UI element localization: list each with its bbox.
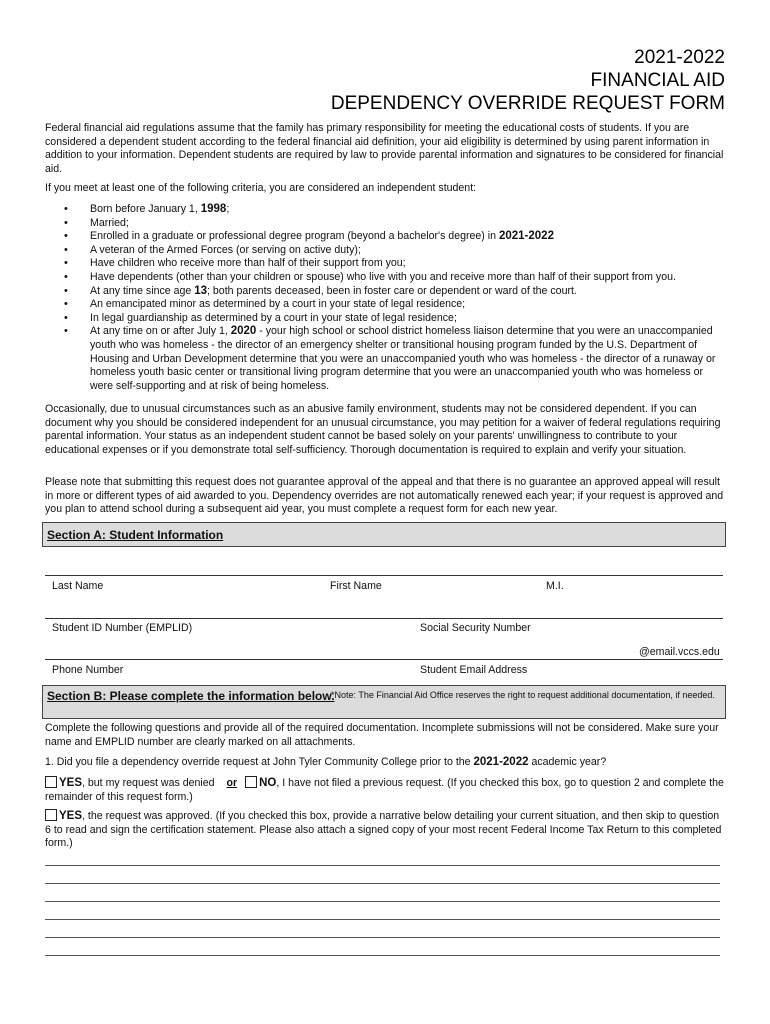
narrative-line[interactable] bbox=[45, 937, 720, 938]
criteria-item: • Have dependents (other than your children or spouse) who live with you and receive more than half of their support from you. bbox=[62, 271, 724, 285]
section-a-header bbox=[42, 522, 726, 547]
question-1-text: academic year? bbox=[528, 756, 607, 768]
narrative-line[interactable] bbox=[45, 919, 720, 920]
question-1-text: 1. Did you file a dependency override request at John Tyler Community College prior to the bbox=[45, 756, 474, 768]
phone-label: Phone Number bbox=[52, 664, 124, 676]
no-checkbox[interactable] bbox=[245, 776, 257, 788]
yes-denied-text: , but my request was denied bbox=[82, 777, 215, 789]
criteria-item: • In legal guardianship as determined by a court in your state of legal residence; bbox=[62, 312, 724, 326]
criteria-item: • Married; bbox=[62, 217, 724, 231]
email-domain-suffix: @email.vccs.edu bbox=[639, 646, 720, 658]
narrative-line[interactable] bbox=[45, 901, 720, 902]
no-text: , I have not filed a previous request. (If you checked this box, go to question 2 and complete the remainder of this request form.) bbox=[45, 777, 724, 803]
student-email-label: Student Email Address bbox=[420, 664, 528, 676]
yes-denied-checkbox[interactable] bbox=[45, 776, 57, 788]
id-ssn-input-line[interactable] bbox=[45, 618, 723, 619]
criteria-item bbox=[62, 325, 724, 393]
middle-initial-label: M.I. bbox=[546, 580, 564, 592]
section-a-title: Section A: Student Information bbox=[47, 528, 224, 542]
question-1-year: 2021-2022 bbox=[473, 756, 529, 768]
section-b-header bbox=[42, 685, 726, 719]
narrative-line[interactable] bbox=[45, 955, 720, 956]
first-name-label: First Name bbox=[330, 580, 382, 592]
yes-label: YES bbox=[59, 810, 83, 822]
criteria-text: ; bbox=[226, 203, 230, 215]
criteria-text: Enrolled in a graduate or professional degree program (beyond a bachelor's degree) in bbox=[90, 230, 499, 243]
section-b-note: *Note: The Financial Aid Office reserves the right to request additional documentation, if needed. bbox=[331, 690, 715, 700]
criteria-text: - your high school or school district homeless liaison determine that you were an unaccompanied youth who was homeless - the director of an emergency shelter or transitional housing program funded by the U.S. Department of Housing and Urban Development determine that you were an unaccompanied youth who was homeless - the director of a runaway or homeless youth basic center or transitional living program determine that you were an unaccompanied youth who was homeless or were self-supporting and at risk of being homeless. bbox=[90, 325, 716, 392]
no-label: NO bbox=[259, 777, 277, 789]
section-b-title: Section B: Please complete the information below. bbox=[47, 689, 335, 703]
question-1-approved-row bbox=[45, 809, 725, 851]
last-name-label: Last Name bbox=[52, 580, 104, 592]
student-id-label: Student ID Number (EMPLID) bbox=[52, 622, 193, 634]
criteria-item bbox=[62, 203, 724, 217]
criteria-item bbox=[62, 285, 724, 299]
yes-approved-checkbox[interactable] bbox=[45, 809, 57, 821]
yes-approved-text: , the request was approved. (If you checked this box, provide a narrative below detailing your current situation, and then skip to question 6 to read and sign the certification statement. Please also attach a signed copy of your most recent Federal Income Tax Return to this completed form.) bbox=[45, 810, 722, 849]
form-title bbox=[331, 46, 725, 115]
title-line-form-name: DEPENDENCY OVERRIDE REQUEST FORM bbox=[330, 93, 725, 114]
criteria-lead-in: If you meet at least one of the following criteria, you are considered an independent student: bbox=[45, 182, 477, 194]
criteria-year: 2021-2022 bbox=[498, 230, 554, 243]
title-year: 2021-2022 bbox=[634, 47, 725, 68]
narrative-line[interactable] bbox=[45, 865, 720, 866]
approval-disclaimer-paragraph: Please note that submitting this request does not guarantee approval of the appeal and that there is no guarantee an approved appeal will result in more or different types of aid awarded to you. Dependency overrides are not automatically renewed each year; if your request is approved and you plan to attend school during a subsequent aid year, you must complete a request form for each new year. bbox=[45, 476, 724, 515]
ssn-label: Social Security Number bbox=[420, 622, 531, 634]
criteria-text: At any time since age bbox=[90, 284, 195, 297]
unusual-circumstances-paragraph: Occasionally, due to unusual circumstances such as an abusive family environment, students may not be considered dependent. If you can document why you should be considered independent for an unusual circumstance, you may petition for a waiver of federal regulations requiring parental information. Your status as an independent student cannot be based solely on your parents' unwillingness to contribute to your educational expenses or if you demonstrate total self-sufficiency. Thorough documentation is required to explain and verify your situation. bbox=[45, 403, 721, 456]
criteria-text: Born before January 1, bbox=[90, 203, 201, 215]
question-1-options-row bbox=[45, 776, 725, 804]
criteria-item: • An emancipated minor as determined by a court in your state of legal residence; bbox=[62, 298, 724, 312]
section-b-instructions: Complete the following questions and provide all of the required documentation. Incomplete submissions will not be considered. Make sure your name and EMPLID number are clearly marked on all attachments. bbox=[45, 722, 719, 748]
criteria-item: • A veteran of the Armed Forces (or serving on active duty); bbox=[62, 244, 724, 258]
criteria-text: At any time on or after July 1, bbox=[90, 325, 231, 338]
criteria-age: 13 bbox=[194, 284, 208, 297]
criteria-item bbox=[62, 230, 724, 244]
yes-label: YES bbox=[59, 777, 83, 789]
narrative-line[interactable] bbox=[45, 883, 720, 884]
intro-paragraph: Federal financial aid regulations assume that the family has primary responsibility for meeting the educational costs of students. If you are considered a dependent student according to the federal financial aid definition, your aid eligibility is determined by using parent information in addition to your information. Dependent students are required by law to provide parental information and signatures to be considered for financial aid. bbox=[45, 122, 724, 175]
independent-criteria-list bbox=[62, 203, 724, 393]
question-1 bbox=[45, 756, 725, 770]
criteria-year: 1998 bbox=[200, 203, 227, 215]
title-line-financial-aid: FINANCIAL AID bbox=[590, 70, 725, 91]
criteria-year: 2020 bbox=[230, 325, 257, 338]
phone-email-input-line[interactable] bbox=[45, 659, 723, 660]
name-input-line[interactable] bbox=[45, 575, 723, 576]
criteria-text: ; both parents deceased, been in foster care or dependent or ward of the court. bbox=[207, 284, 577, 297]
or-label: or bbox=[226, 777, 238, 789]
criteria-item: • Have children who receive more than half of their support from you; bbox=[62, 257, 724, 271]
